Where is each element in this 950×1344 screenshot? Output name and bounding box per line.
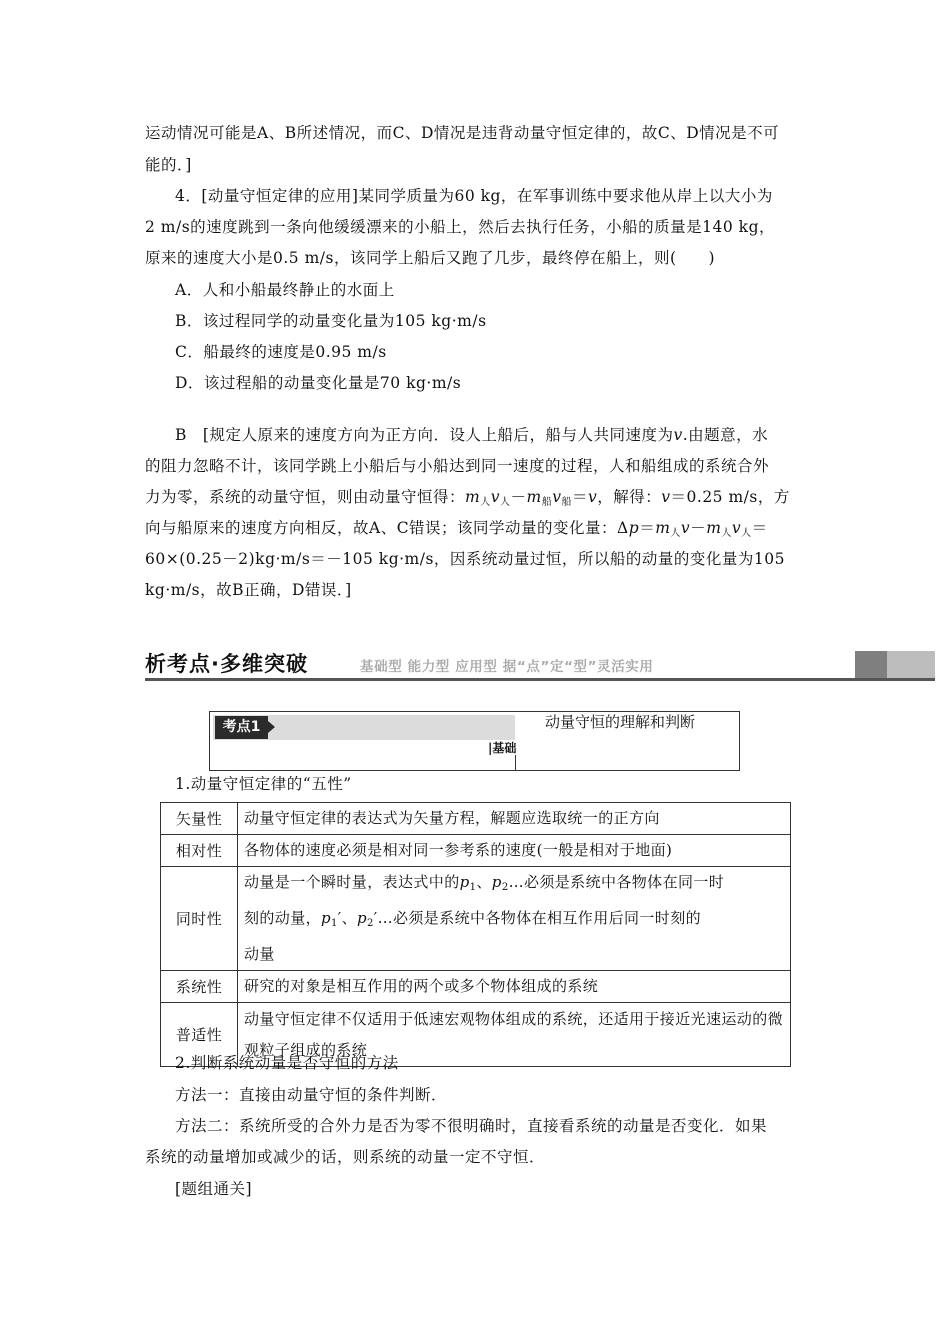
option-d: D．该过程船的动量变化量是70 kg·m/s [175,374,462,392]
paragraph-line: 运动情况可能是A、B所述情况，而C、D情况是违背动量守恒定律的，故C、D情况是不可 [145,124,780,142]
table-value: 动量守恒定律不仅适用于低速宏观物体组成的系统，还适用于接近光速运动的微观粒子组成的系统 [238,1003,791,1067]
kaodian-title: 动量守恒的理解和判断 [545,713,696,731]
divider [515,755,516,771]
section-decor-block [855,651,887,678]
item-heading: 2.判断系统动量是否守恒的方法 [175,1054,399,1072]
table-key: 同时性 [161,867,238,971]
table-key: 矢量性 [161,803,238,835]
question-stem: 2 m/s的速度跳到一条向他缓缓漂来的小船上，然后去执行任务，小船的质量是140 kg， [145,218,775,236]
properties-table [160,802,791,1067]
table-value: 动量守恒定律的表达式为矢量方程，解题应选取统一的正方向 [238,803,791,835]
arrow-icon [268,721,275,733]
method-line: 方法二：系统所受的合外力是否为零不很明确时，直接看系统的动量是否变化．如果 [175,1117,768,1135]
method-line: 方法一：直接由动量守恒的条件判断． [175,1086,448,1104]
answer-line: 力为零，系统的动量守恒，则由动量守恒得：$m_人v_人-m_船v_船=v$，解得：v＝0.25 m/s，方 [145,488,790,508]
table-value: 动量是一个瞬时量，表达式中的$p_1$、$p_2\dots$必须是系统中各物体在同一时 刻的动量，$p_1'$、$p_2'\dots$必须是系统中各物体在相互作用后同一时刻的 动量 [238,867,791,971]
answer-line: kg·m/s，故B正确，D错误．] [145,581,352,599]
section-title: 析考点·多维突破 [145,652,308,676]
item-heading: 1.动量守恒定律的“五性” [175,775,352,793]
option-b: B．该过程同学的动量变化量为105 kg·m/s [175,312,487,330]
answer-line: B [规定人原来的速度方向为正方向．设人上船后，船与人共同速度为v.由题意，水 [175,426,769,444]
option-c: C．船最终的速度是0.95 m/s [175,343,387,361]
answer-line: 的阻力忽略不计，该同学跳上小船后与小船达到同一速度的过程，人和船组成的系统合外 [145,457,770,475]
method-line: 系统的动量增加或减少的话，则系统的动量一定不守恒． [145,1148,546,1166]
section-subtitle: 基础型 能力型 应用型 据“点”定“型”灵活实用 [360,659,654,675]
table-value: 研究的对象是相互作用的两个或多个物体组成的系统 [238,971,791,1003]
table-row [161,867,791,971]
option-a: A．人和小船最终静止的水面上 [175,281,395,299]
section-decor-block [887,651,935,678]
kaodian-level: |基础 [488,741,517,755]
table-key: 相对性 [161,835,238,867]
paragraph-line: 能的．] [145,156,192,174]
answer-line: 60×(0.25－2)kg·m/s＝－105 kg·m/s，因系统动量过恒，所以船的动量的变化量为105 [145,550,786,568]
question-stem: 4．[动量守恒定律的应用]某同学质量为60 kg，在军事训练中要求他从岸上以大小为 [175,187,773,205]
section-rule [145,678,935,681]
table-key: 系统性 [161,971,238,1003]
table-key: 普适性 [161,1003,238,1067]
question-stem: 原来的速度大小是0.5 m/s，该同学上船后又跑了几步，最终停在船上，则( ) [145,249,716,267]
table-value: 各物体的速度必须是相对同一参考系的速度(一般是相对于地面) [238,835,791,867]
table-row [161,803,791,835]
table-row [161,835,791,867]
kaodian-tag: 考点1 [215,716,268,739]
table-row [161,971,791,1003]
group-label: [题组通关] [175,1180,253,1198]
answer-line: 向与船原来的速度方向相反，故A、C错误；该同学动量的变化量：$\Delta p=m_人v-m_人v_人=$ [145,519,768,539]
